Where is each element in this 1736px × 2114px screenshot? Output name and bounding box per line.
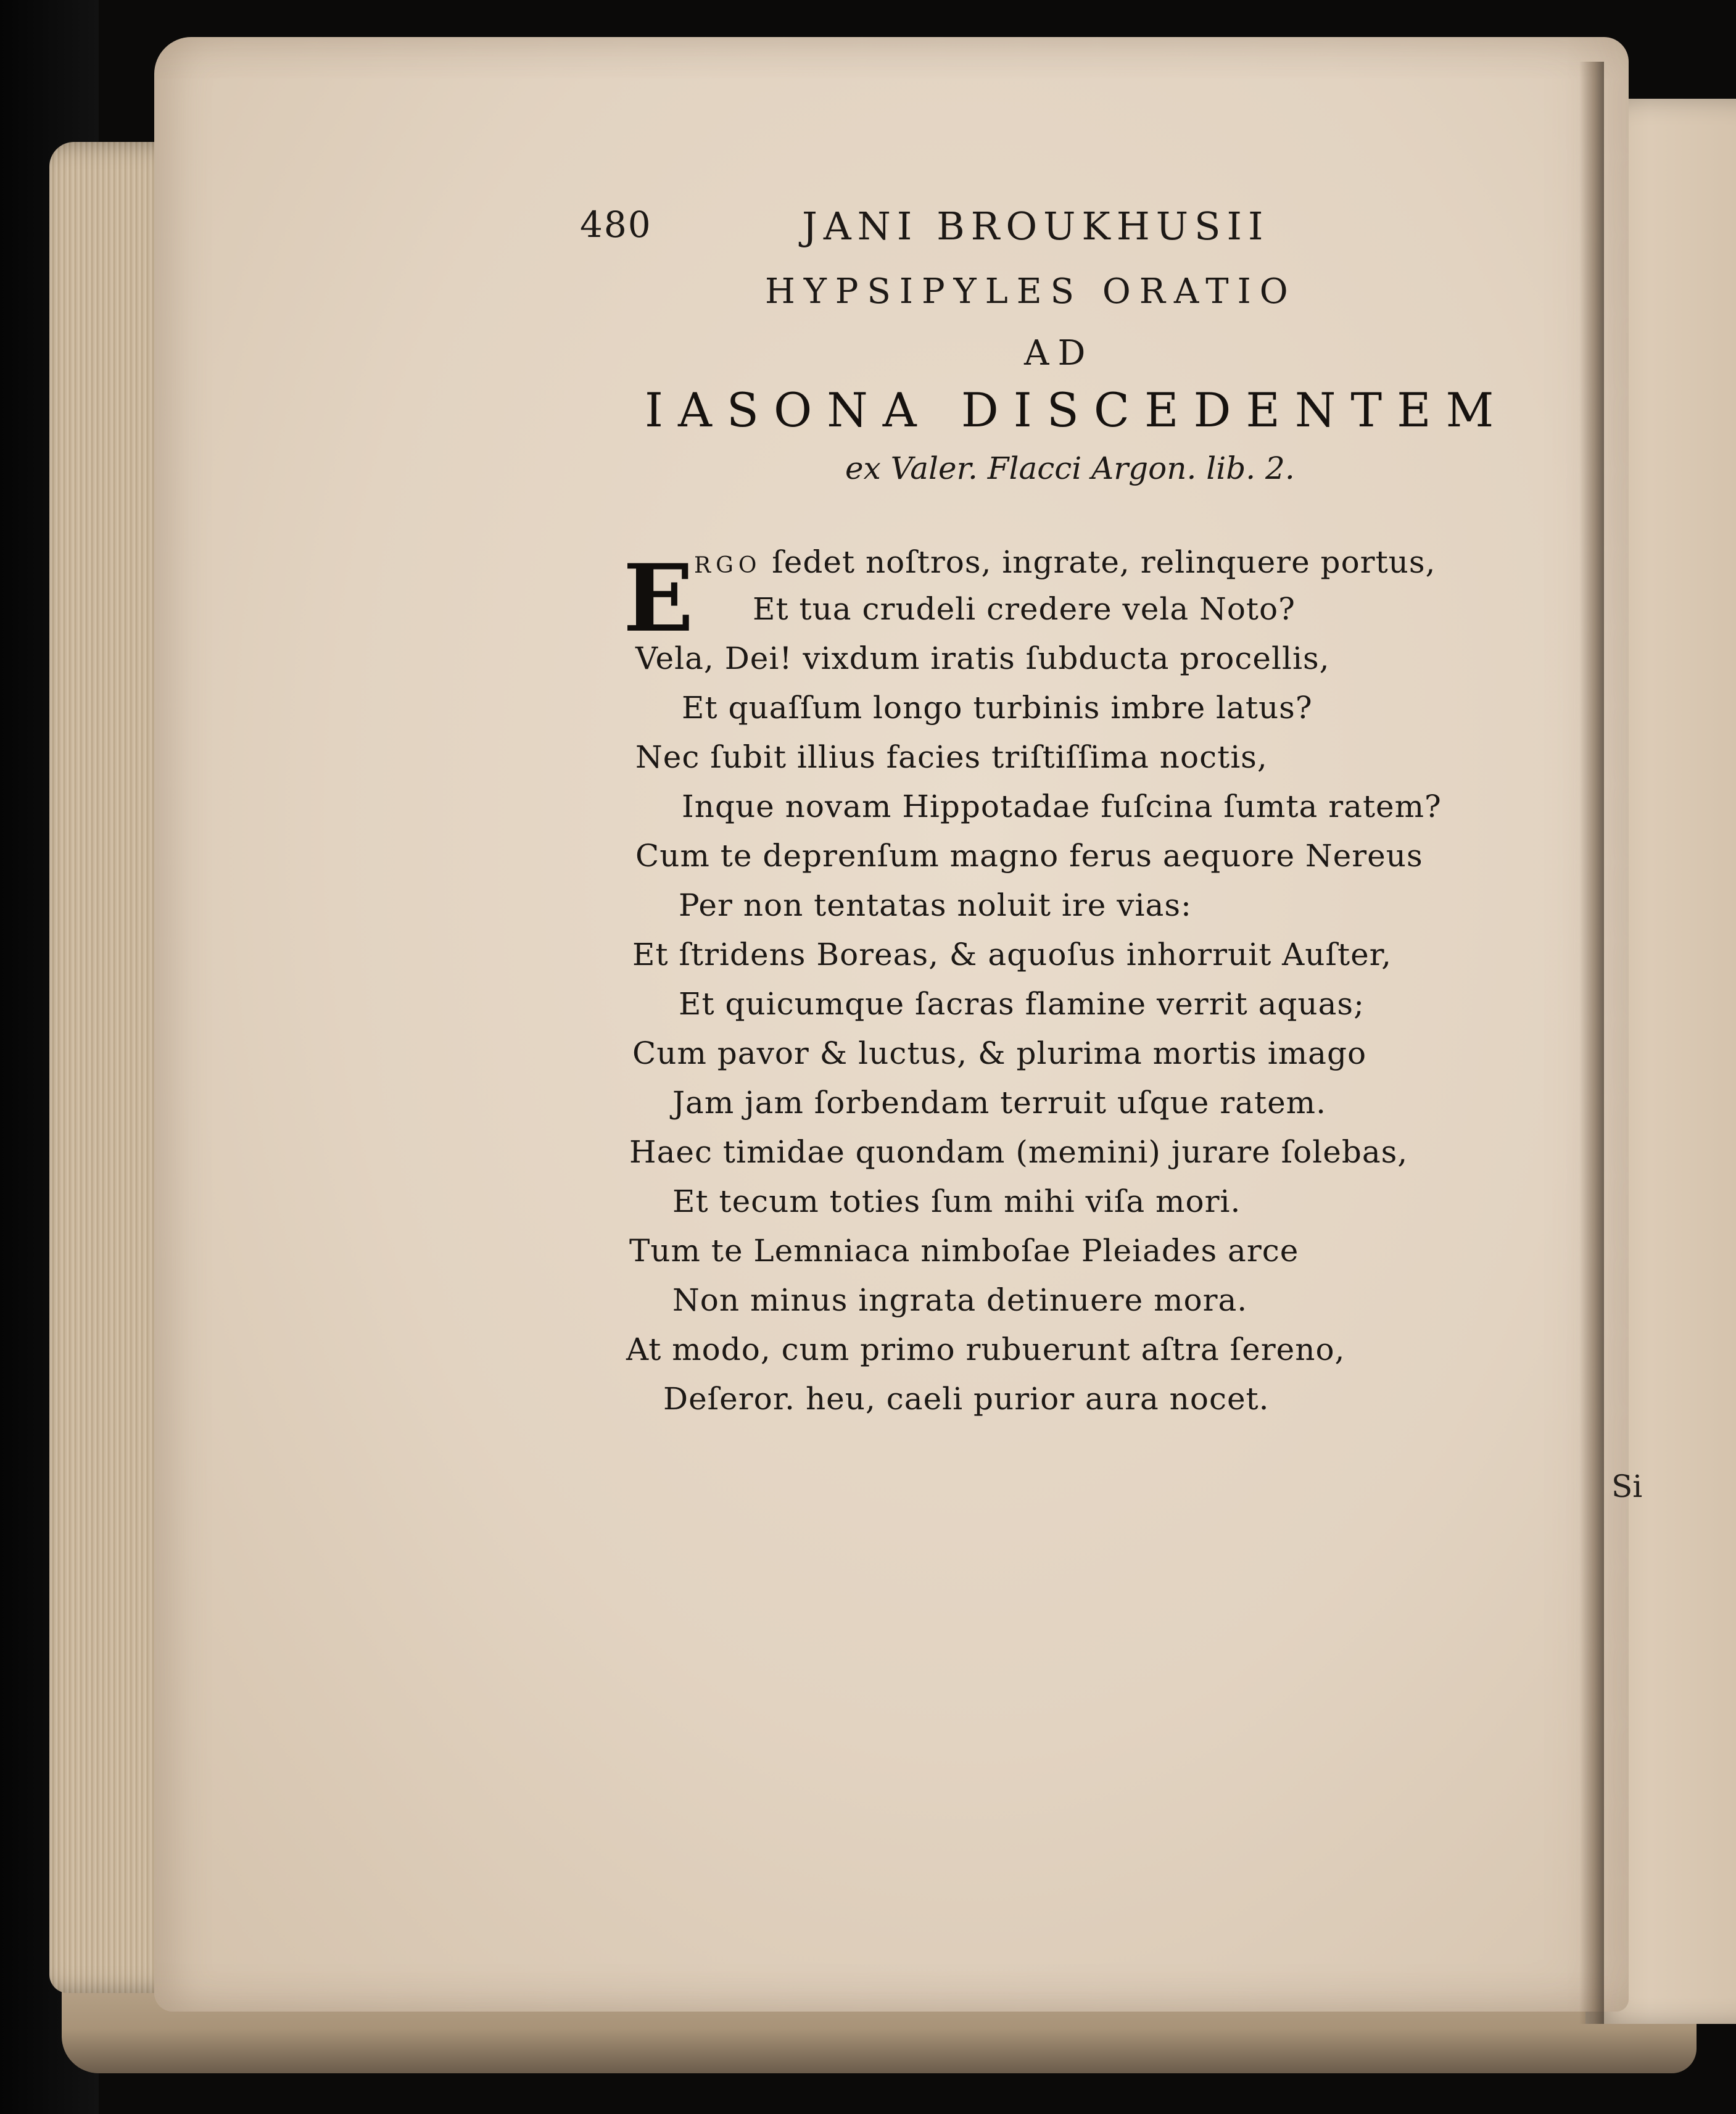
poem-line: Cum pavor & luctus, & plurima mortis imago	[632, 1035, 1367, 1071]
poem-line: Et ſtridens Boreas, & aquoſus inhorruit Auſter,	[632, 937, 1392, 972]
poem-line: At modo, cum primo rubuerunt aſtra ſereno,	[626, 1332, 1345, 1367]
poem-line: Et quicumque ſacras flamine verrit aquas;	[679, 986, 1365, 1022]
poem-line: Haec timidae quondam (memini) jurare ſolebas,	[629, 1134, 1408, 1170]
poem-line: Inque novam Hippotadae fuſcina ſumta ratem?	[682, 789, 1442, 824]
page-number: 480	[580, 204, 652, 246]
poem-line: Nec ſubit illius facies triſtiſſima noctis,	[635, 739, 1268, 775]
poem-line: Tum te Lemniaca nimboſae Pleiades arce	[629, 1233, 1299, 1269]
book-gutter	[1579, 62, 1604, 2024]
page	[154, 37, 1629, 2012]
facing-page-catchword: Si	[1611, 1469, 1643, 1504]
poem-line: Jam jam ſorbendam terruit uſque ratem.	[672, 1085, 1326, 1121]
poem-line: Et quaſſum longo turbinis imbre latus?	[682, 690, 1313, 726]
page-header	[580, 204, 1394, 259]
poem-line: Per non tentatas noluit ire vias:	[679, 887, 1192, 923]
title-line-3: IASONA DISCEDENTEM	[645, 383, 1509, 437]
small-caps-opening: RGO	[694, 553, 762, 578]
first-line-text: ſedet noſtros, ingrate, relinquere portus,	[761, 544, 1436, 580]
poem-line-1	[694, 544, 1436, 580]
title-line-1: HYPSIPYLES ORATIO	[765, 272, 1297, 312]
poem-line: Vela, Dei! vixdum iratis ſubducta procellis,	[635, 640, 1330, 676]
poem-line: Deſeror. heu, caeli purior aura nocet.	[663, 1381, 1270, 1417]
source-citation: ex Valer. Flacci Argon. lib. 2.	[845, 450, 1295, 486]
poem-line: Et tecum toties ſum mihi viſa mori.	[672, 1183, 1241, 1219]
running-head: JANI BROUKHUSII	[802, 204, 1270, 249]
poem-line: Et tua crudeli credere vela Noto?	[753, 591, 1296, 627]
title-line-2: AD	[1024, 333, 1094, 373]
poem-line: Non minus ingrata detinuere mora.	[672, 1282, 1248, 1318]
drop-cap: E	[623, 544, 694, 653]
poem-line: Cum te deprenſum magno ferus aequore Nereus	[635, 838, 1423, 874]
